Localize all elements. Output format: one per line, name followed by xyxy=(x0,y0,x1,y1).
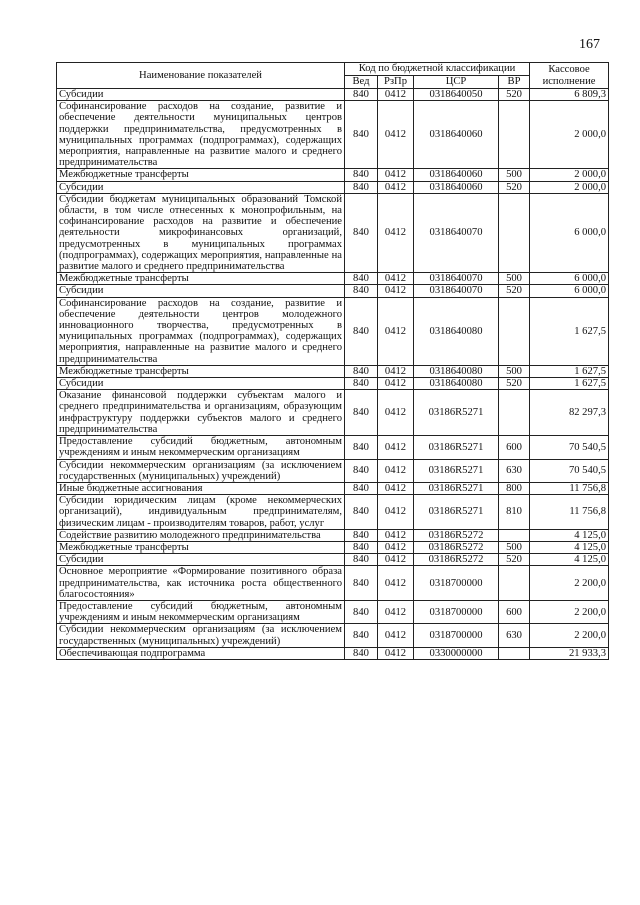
row-vr: 520 xyxy=(499,285,530,297)
row-amount: 4 125,0 xyxy=(530,541,609,553)
row-rzpr: 0412 xyxy=(378,482,414,494)
row-rzpr: 0412 xyxy=(378,390,414,436)
row-rzpr: 0412 xyxy=(378,529,414,541)
row-name: Иные бюджетные ассигнования xyxy=(57,482,345,494)
row-rzpr: 0412 xyxy=(378,181,414,193)
table-row xyxy=(57,459,609,482)
row-rzpr: 0412 xyxy=(378,297,414,365)
row-amount: 2 000,0 xyxy=(530,181,609,193)
row-ved: 840 xyxy=(345,541,378,553)
row-name: Софинансирование расходов на создание, развитие и обеспечение деятельности центров молодежного инновационного творчества, предусмотренных в муниципальных программах (подпрограммах), содержащих мероприятия, направленные на развитие малого и среднего предпринимательства xyxy=(57,297,345,365)
row-name: Субсидии xyxy=(57,89,345,101)
row-csr: 03186R5271 xyxy=(414,436,499,459)
row-csr: 0318640070 xyxy=(414,273,499,285)
row-name: Субсидии xyxy=(57,181,345,193)
row-ved: 840 xyxy=(345,554,378,566)
row-csr: 0318700000 xyxy=(414,566,499,601)
row-amount: 2 200,0 xyxy=(530,624,609,647)
row-rzpr: 0412 xyxy=(378,495,414,530)
row-rzpr: 0412 xyxy=(378,169,414,181)
row-amount: 6 000,0 xyxy=(530,285,609,297)
row-csr: 0318640070 xyxy=(414,285,499,297)
row-rzpr: 0412 xyxy=(378,459,414,482)
row-vr xyxy=(499,566,530,601)
row-ved: 840 xyxy=(345,390,378,436)
row-vr xyxy=(499,390,530,436)
table-row xyxy=(57,365,609,377)
row-vr: 800 xyxy=(499,482,530,494)
table-row xyxy=(57,436,609,459)
row-vr: 520 xyxy=(499,89,530,101)
row-csr: 0318640080 xyxy=(414,365,499,377)
table-row xyxy=(57,101,609,169)
row-name: Содействие развитию молодежного предпринимательства xyxy=(57,529,345,541)
row-ved: 840 xyxy=(345,285,378,297)
header-rzpr: РзПр xyxy=(378,76,414,89)
table-row xyxy=(57,193,609,272)
row-amount: 70 540,5 xyxy=(530,459,609,482)
row-vr xyxy=(499,529,530,541)
table-row xyxy=(57,169,609,181)
row-vr xyxy=(499,647,530,659)
row-vr: 500 xyxy=(499,541,530,553)
row-vr: 630 xyxy=(499,459,530,482)
row-ved: 840 xyxy=(345,566,378,601)
header-amount xyxy=(530,63,609,89)
row-csr: 0318640060 xyxy=(414,169,499,181)
header-amount-line1: Кассовое xyxy=(548,64,590,76)
row-name: Субсидии xyxy=(57,378,345,390)
row-csr: 0318700000 xyxy=(414,624,499,647)
row-amount: 2 000,0 xyxy=(530,169,609,181)
row-rzpr: 0412 xyxy=(378,436,414,459)
row-csr: 0318640080 xyxy=(414,297,499,365)
table-row xyxy=(57,566,609,601)
row-rzpr: 0412 xyxy=(378,647,414,659)
row-amount: 6 809,3 xyxy=(530,89,609,101)
table-row xyxy=(57,554,609,566)
row-name: Субсидии юридическим лицам (кроме некоммерческих организаций), индивидуальным предпринимателям, физическим лицам - производителям товаров, работ, услуг xyxy=(57,495,345,530)
row-csr: 0318700000 xyxy=(414,600,499,623)
row-ved: 840 xyxy=(345,181,378,193)
row-name: Субсидии некоммерческим организациям (за исключением государственных (муниципальных) учреждений) xyxy=(57,459,345,482)
row-rzpr: 0412 xyxy=(378,554,414,566)
row-name: Межбюджетные трансферты xyxy=(57,273,345,285)
table-row xyxy=(57,181,609,193)
row-ved: 840 xyxy=(345,378,378,390)
row-csr: 0318640050 xyxy=(414,89,499,101)
row-csr: 03186R5272 xyxy=(414,529,499,541)
row-rzpr: 0412 xyxy=(378,378,414,390)
row-amount: 21 933,3 xyxy=(530,647,609,659)
row-ved: 840 xyxy=(345,297,378,365)
row-name: Оказание финансовой поддержки субъектам малого и среднего предпринимательства и организациям, образующим инфраструктуру поддержки субъектов малого и среднего предпринимательства xyxy=(57,390,345,436)
table-row xyxy=(57,273,609,285)
row-vr: 500 xyxy=(499,169,530,181)
row-name: Субсидии xyxy=(57,285,345,297)
row-ved: 840 xyxy=(345,647,378,659)
row-vr: 600 xyxy=(499,436,530,459)
row-name: Обеспечивающая подпрограмма xyxy=(57,647,345,659)
row-ved: 840 xyxy=(345,529,378,541)
row-name: Субсидии xyxy=(57,554,345,566)
row-name: Межбюджетные трансферты xyxy=(57,541,345,553)
row-vr: 520 xyxy=(499,554,530,566)
row-rzpr: 0412 xyxy=(378,624,414,647)
row-amount: 1 627,5 xyxy=(530,297,609,365)
table-row xyxy=(57,297,609,365)
row-ved: 840 xyxy=(345,600,378,623)
table-row xyxy=(57,89,609,101)
table-body xyxy=(57,89,609,660)
row-csr: 03186R5271 xyxy=(414,459,499,482)
row-vr: 810 xyxy=(499,495,530,530)
row-rzpr: 0412 xyxy=(378,101,414,169)
row-vr: 630 xyxy=(499,624,530,647)
table-row xyxy=(57,529,609,541)
row-amount: 4 125,0 xyxy=(530,554,609,566)
row-amount: 4 125,0 xyxy=(530,529,609,541)
row-name: Предоставление субсидий бюджетным, автономным учреждениям и иным некоммерческим организациям xyxy=(57,600,345,623)
row-rzpr: 0412 xyxy=(378,365,414,377)
row-rzpr: 0412 xyxy=(378,285,414,297)
row-csr: 0330000000 xyxy=(414,647,499,659)
row-name: Софинансирование расходов на создание, развитие и обеспечение деятельности муниципальных центров поддержки предпринимательства, предусмотренных в муниципальных программах (подпрограммах), содержащих мероприятия, направленные на развитие малого и среднего предпринимательства xyxy=(57,101,345,169)
row-csr: 0318640080 xyxy=(414,378,499,390)
row-amount: 11 756,8 xyxy=(530,482,609,494)
row-ved: 840 xyxy=(345,169,378,181)
row-name: Межбюджетные трансферты xyxy=(57,169,345,181)
row-amount: 2 200,0 xyxy=(530,600,609,623)
row-rzpr: 0412 xyxy=(378,89,414,101)
row-amount: 2 200,0 xyxy=(530,566,609,601)
table-row xyxy=(57,600,609,623)
row-vr xyxy=(499,297,530,365)
row-vr xyxy=(499,193,530,272)
row-rzpr: 0412 xyxy=(378,193,414,272)
row-ved: 840 xyxy=(345,89,378,101)
row-amount: 1 627,5 xyxy=(530,378,609,390)
header-ved: Вед xyxy=(345,76,378,89)
row-vr xyxy=(499,101,530,169)
row-csr: 03186R5272 xyxy=(414,541,499,553)
row-ved: 840 xyxy=(345,624,378,647)
row-rzpr: 0412 xyxy=(378,600,414,623)
row-csr: 03186R5271 xyxy=(414,390,499,436)
row-amount: 82 297,3 xyxy=(530,390,609,436)
table-row xyxy=(57,495,609,530)
header-name: Наименование показателей xyxy=(57,63,345,89)
page-number: 167 xyxy=(579,37,600,52)
row-amount: 11 756,8 xyxy=(530,495,609,530)
header-csr: ЦСР xyxy=(414,76,499,89)
table-row xyxy=(57,285,609,297)
row-csr: 03186R5272 xyxy=(414,554,499,566)
row-name: Межбюджетные трансферты xyxy=(57,365,345,377)
row-ved: 840 xyxy=(345,273,378,285)
row-csr: 0318640060 xyxy=(414,101,499,169)
row-rzpr: 0412 xyxy=(378,541,414,553)
row-csr: 03186R5271 xyxy=(414,482,499,494)
row-csr: 0318640070 xyxy=(414,193,499,272)
budget-table xyxy=(56,62,609,660)
table-row xyxy=(57,624,609,647)
table-row xyxy=(57,647,609,659)
row-amount: 2 000,0 xyxy=(530,101,609,169)
table-row xyxy=(57,541,609,553)
row-vr: 500 xyxy=(499,365,530,377)
table-row xyxy=(57,390,609,436)
row-amount: 70 540,5 xyxy=(530,436,609,459)
header-code-group: Код по бюджетной классификации xyxy=(345,63,530,76)
row-ved: 840 xyxy=(345,459,378,482)
row-ved: 840 xyxy=(345,436,378,459)
row-ved: 840 xyxy=(345,495,378,530)
row-name: Предоставление субсидий бюджетным, автономным учреждениям и иным некоммерческим организациям xyxy=(57,436,345,459)
row-rzpr: 0412 xyxy=(378,273,414,285)
row-name: Основное мероприятие «Формирование позитивного образа предпринимательства, как источника роста общественного благосостояния» xyxy=(57,566,345,601)
row-name: Субсидии бюджетам муниципальных образований Томской области, в том числе отнесенных к монопрофильным, на софинансирование расходов на развитие и обеспечение деятельности микрофинансовых организаций, предусмотренных в муниципальных программах (подпрограммах), содержащих мероприятия, направленные на развитие малого и среднего предпринимательства xyxy=(57,193,345,272)
row-name: Субсидии некоммерческим организациям (за исключением государственных (муниципальных) учреждений) xyxy=(57,624,345,647)
row-vr: 520 xyxy=(499,378,530,390)
row-rzpr: 0412 xyxy=(378,566,414,601)
row-ved: 840 xyxy=(345,482,378,494)
row-amount: 6 000,0 xyxy=(530,273,609,285)
row-vr: 600 xyxy=(499,600,530,623)
row-vr: 500 xyxy=(499,273,530,285)
header-vr: ВР xyxy=(499,76,530,89)
row-amount: 1 627,5 xyxy=(530,365,609,377)
row-csr: 03186R5271 xyxy=(414,495,499,530)
table-row xyxy=(57,482,609,494)
row-ved: 840 xyxy=(345,193,378,272)
row-ved: 840 xyxy=(345,365,378,377)
row-vr: 520 xyxy=(499,181,530,193)
row-csr: 0318640060 xyxy=(414,181,499,193)
row-ved: 840 xyxy=(345,101,378,169)
table-row xyxy=(57,378,609,390)
row-amount: 6 000,0 xyxy=(530,193,609,272)
header-amount-line2: исполнение xyxy=(542,75,596,87)
